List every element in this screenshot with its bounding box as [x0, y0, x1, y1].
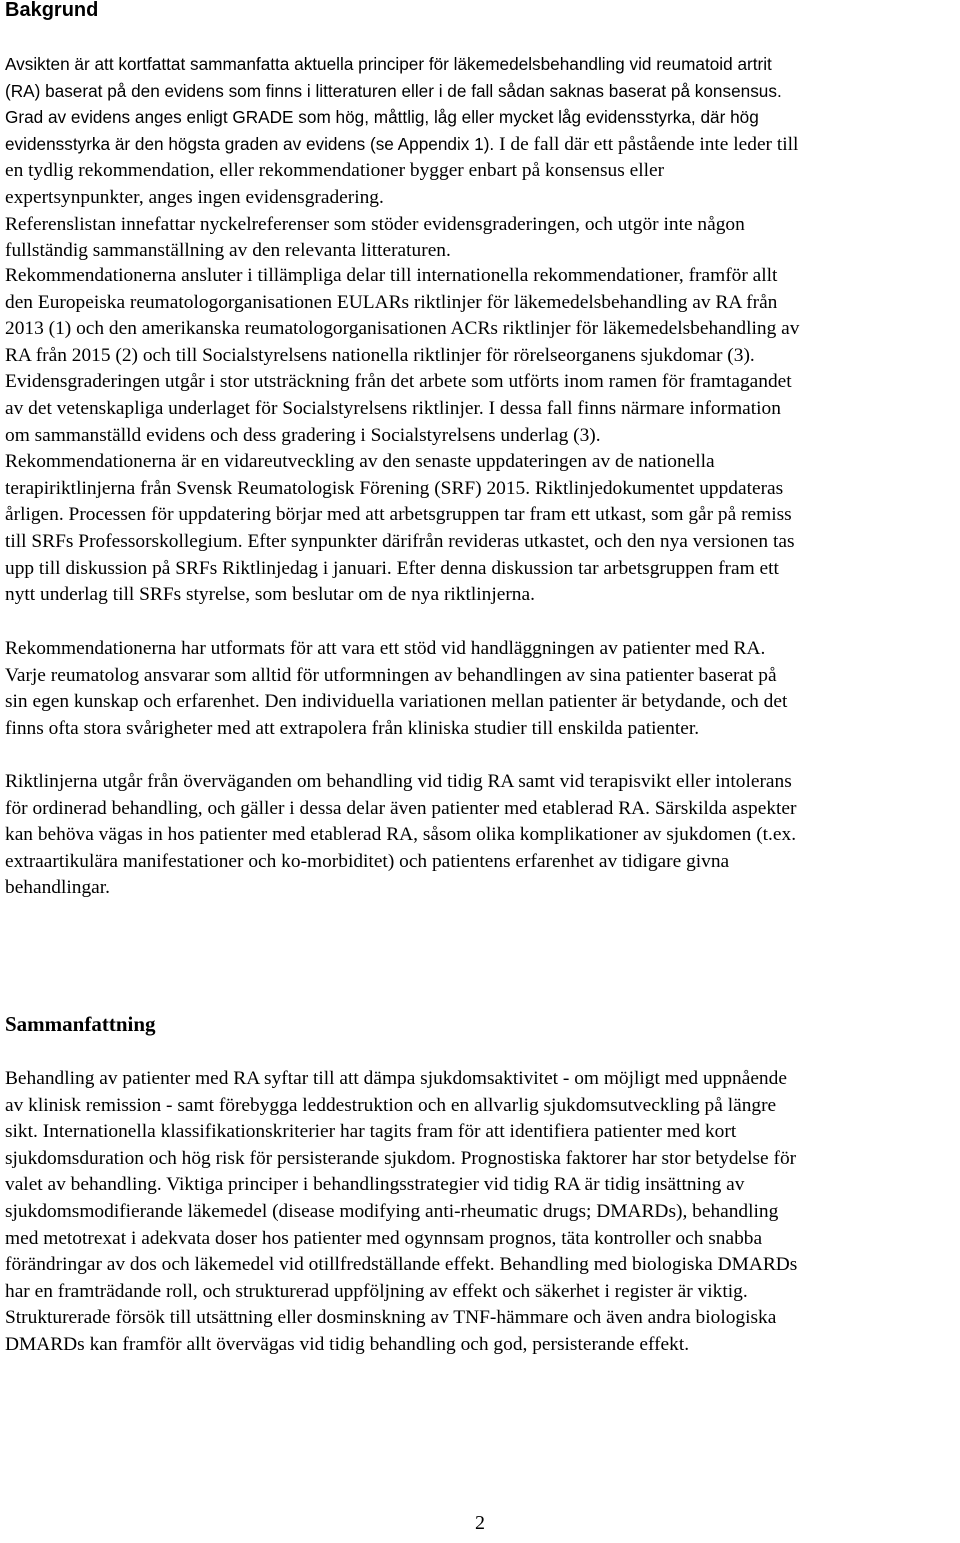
text-segment: årligen.: [5, 504, 64, 526]
page-number: 2: [475, 1512, 485, 1534]
text-segment: Viktiga principer i behandlingsstrategier vid tidig RA är tidig insättning av: [166, 1174, 745, 1196]
text-line: Grad av evidens anges enligt GRADE som hög, måttlig, låg eller mycket låg evidensstyrka, där hög: [5, 107, 759, 128]
text-line: Rekommendationerna har utformats för att vara ett stöd vid handläggningen av patienter med RA.: [5, 638, 766, 659]
text-segment: Internationella klassifikationskriterier har tagits fram för att identifiera patienter med kort: [42, 1121, 737, 1143]
text-segment: till SRFs Professorskollegium.: [5, 530, 243, 552]
text-line: [5, 796, 957, 823]
text-line: den Europeiska reumatologorganisationen EULARs riktlinjer för läkemedelsbehandling av RA från: [5, 291, 778, 313]
text-segment: Processen för uppdatering börjar med att arbetsgruppen tar fram ett utkast, som går på remiss: [68, 504, 792, 526]
text-line: [5, 1172, 957, 1199]
text-segment: Riktlinjedokumentet uppdateras: [534, 477, 784, 499]
text-segment: evidensstyrka är den högsta graden av evidens (se Appendix 1).: [5, 133, 495, 154]
text-segment: Den individuella variationen mellan patienter är betydande, och det: [264, 691, 788, 713]
heading-sammanfattning: Sammanfattning: [5, 1012, 156, 1036]
text-line: Avsikten är att kortfattat sammanfatta aktuella principer för läkemedelsbehandling vid reumatoid artrit: [5, 54, 772, 74]
text-segment: Prognostiska faktorer har stor betydelse för: [460, 1147, 797, 1169]
text-line: en tydlig rekommendation, eller rekommendationer bygger enbart på konsensus eller: [5, 160, 665, 182]
text-segment: Efter denna diskussion tar arbetsgruppen fram ett: [396, 557, 779, 579]
text-line: [5, 1252, 957, 1279]
text-line: har en framträdande roll, och strukturerad uppföljning av effekt och säkerhet i register är viktig.: [5, 1280, 748, 1302]
text-line: Rekommendationerna är en vidareutveckling av den senaste uppdateringen av de nationella: [5, 451, 715, 473]
text-line: 2013 (1) och den amerikanska reumatologorganisationen ACRs riktlinjer för läkemedelsbehandling av: [5, 318, 800, 340]
text-line: sjukdomsmodifierande läkemedel (disease modifying anti-rheumatic drugs; DMARDs), behandling: [5, 1200, 779, 1222]
text-line: extraartikulära manifestationer och ko-morbiditet) och patientens erfarenhet av tidigare givna: [5, 850, 730, 872]
text-line: [5, 556, 957, 583]
text-line: Varje reumatolog ansvarar som alltid för utformningen av behandlingen av sina patienter baserat på: [5, 664, 777, 686]
text-line: behandlingar.: [5, 877, 111, 899]
text-line: Evidensgraderingen utgår i stor utsträckning från det arbete som utförts inom ramen för framtagandet: [5, 371, 792, 393]
bakgrund-paragraph-1: [5, 51, 957, 265]
text-line: [5, 396, 957, 423]
text-segment: av det vetenskapliga underlaget för Socialstyrelsens riktlinjer.: [5, 397, 484, 419]
text-line: RA från 2015 (2) och till Socialstyrelsens nationella riktlinjer för rörelseorganens sjukdomar (3).: [5, 344, 755, 366]
text-segment: för ordinerad behandling, och gäller i dessa delar även patienter med etablerad RA.: [5, 797, 651, 819]
text-line: Strukturerade försök till utsättning eller dosminskning av TNF-hämmare och även andra biologiska: [5, 1307, 777, 1329]
text-line: expertsynpunkter, anges ingen evidensgradering.: [5, 186, 384, 208]
text-line: [5, 502, 957, 529]
text-segment: sin egen kunskap och erfarenhet.: [5, 691, 260, 713]
text-segment: I dessa fall finns närmare information: [488, 397, 781, 419]
text-line: [5, 1119, 957, 1146]
bakgrund-paragraph-4: [5, 769, 957, 902]
text-segment: sikt.: [5, 1121, 38, 1143]
text-line: [5, 131, 957, 159]
text-line: nytt underlag till SRFs styrelse, som beslutar om de nya riktlinjerna.: [5, 584, 535, 606]
text-segment: Efter synpunkter därifrån revideras utkastet, och den nya versionen tas: [247, 530, 795, 552]
text-segment: I de fall där ett påstående inte leder till: [499, 133, 799, 155]
text-line: [5, 1146, 957, 1173]
bakgrund-paragraph-2: [5, 263, 957, 609]
text-line: Referenslistan innefattar nyckelreferenser som stöder evidensgraderingen, och utgör inte någon: [5, 213, 745, 235]
text-segment: Behandling med biologiska DMARDs: [499, 1254, 798, 1276]
text-line: om sammanställd evidens och dess gradering i Socialstyrelsens underlag (3).: [5, 424, 601, 446]
text-line: [5, 529, 957, 556]
text-segment: sjukdomsduration och hög risk för persisterande sjukdom.: [5, 1147, 456, 1169]
bakgrund-paragraph-3: [5, 636, 957, 742]
text-line: kan behöva vägas in hos patienter med etablerad RA, såsom olika komplikationer av sjukdomen (t.ex.: [5, 824, 797, 846]
sammanfattning-paragraph-1: [5, 1066, 957, 1359]
heading-bakgrund: Bakgrund: [5, 0, 99, 21]
text-segment: Särskilda aspekter: [654, 797, 797, 819]
text-line: Riktlinjerna utgår från överväganden om behandling vid tidig RA samt vid terapisvikt eller intolerans: [5, 771, 792, 792]
text-line: Rekommendationerna ansluter i tillämpliga delar till internationella rekommendationer, framför allt: [5, 265, 778, 286]
text-line: [5, 689, 957, 716]
text-line: [5, 476, 957, 503]
text-segment: valet av behandling.: [5, 1174, 162, 1196]
text-line: Behandling av patienter med RA syftar till att dämpa sjukdomsaktivitet - om möjligt med uppnående: [5, 1068, 787, 1089]
text-line: med metotrexat i adekvata doser hos patienter med ogynnsam prognos, täta kontroller och snabba: [5, 1227, 763, 1249]
text-segment: terapiriktlinjerna från Svensk Reumatologisk Förening (SRF) 2015.: [5, 477, 531, 499]
text-line: (RA) baserat på den evidens som finns i litteraturen eller i de fall sådan saknas baserat på konsensus.: [5, 80, 782, 101]
text-line: fullständig sammanställning av den relevanta litteraturen.: [5, 240, 451, 262]
text-line: finns ofta stora svårigheter med att extrapolera från kliniska studier till enskilda patienter.: [5, 717, 700, 739]
text-segment: upp till diskussion på SRFs Riktlinjedag i januari.: [5, 557, 392, 579]
text-segment: förändringar av dos och läkemedel vid otillfredställande effekt.: [5, 1254, 495, 1276]
text-line: DMARDs kan framför allt övervägas vid tidig behandling och god, persisterande effekt.: [5, 1333, 690, 1355]
text-line: av klinisk remission - samt förebygga leddestruktion och en allvarlig sjukdomsutveckling på längre: [5, 1094, 777, 1116]
